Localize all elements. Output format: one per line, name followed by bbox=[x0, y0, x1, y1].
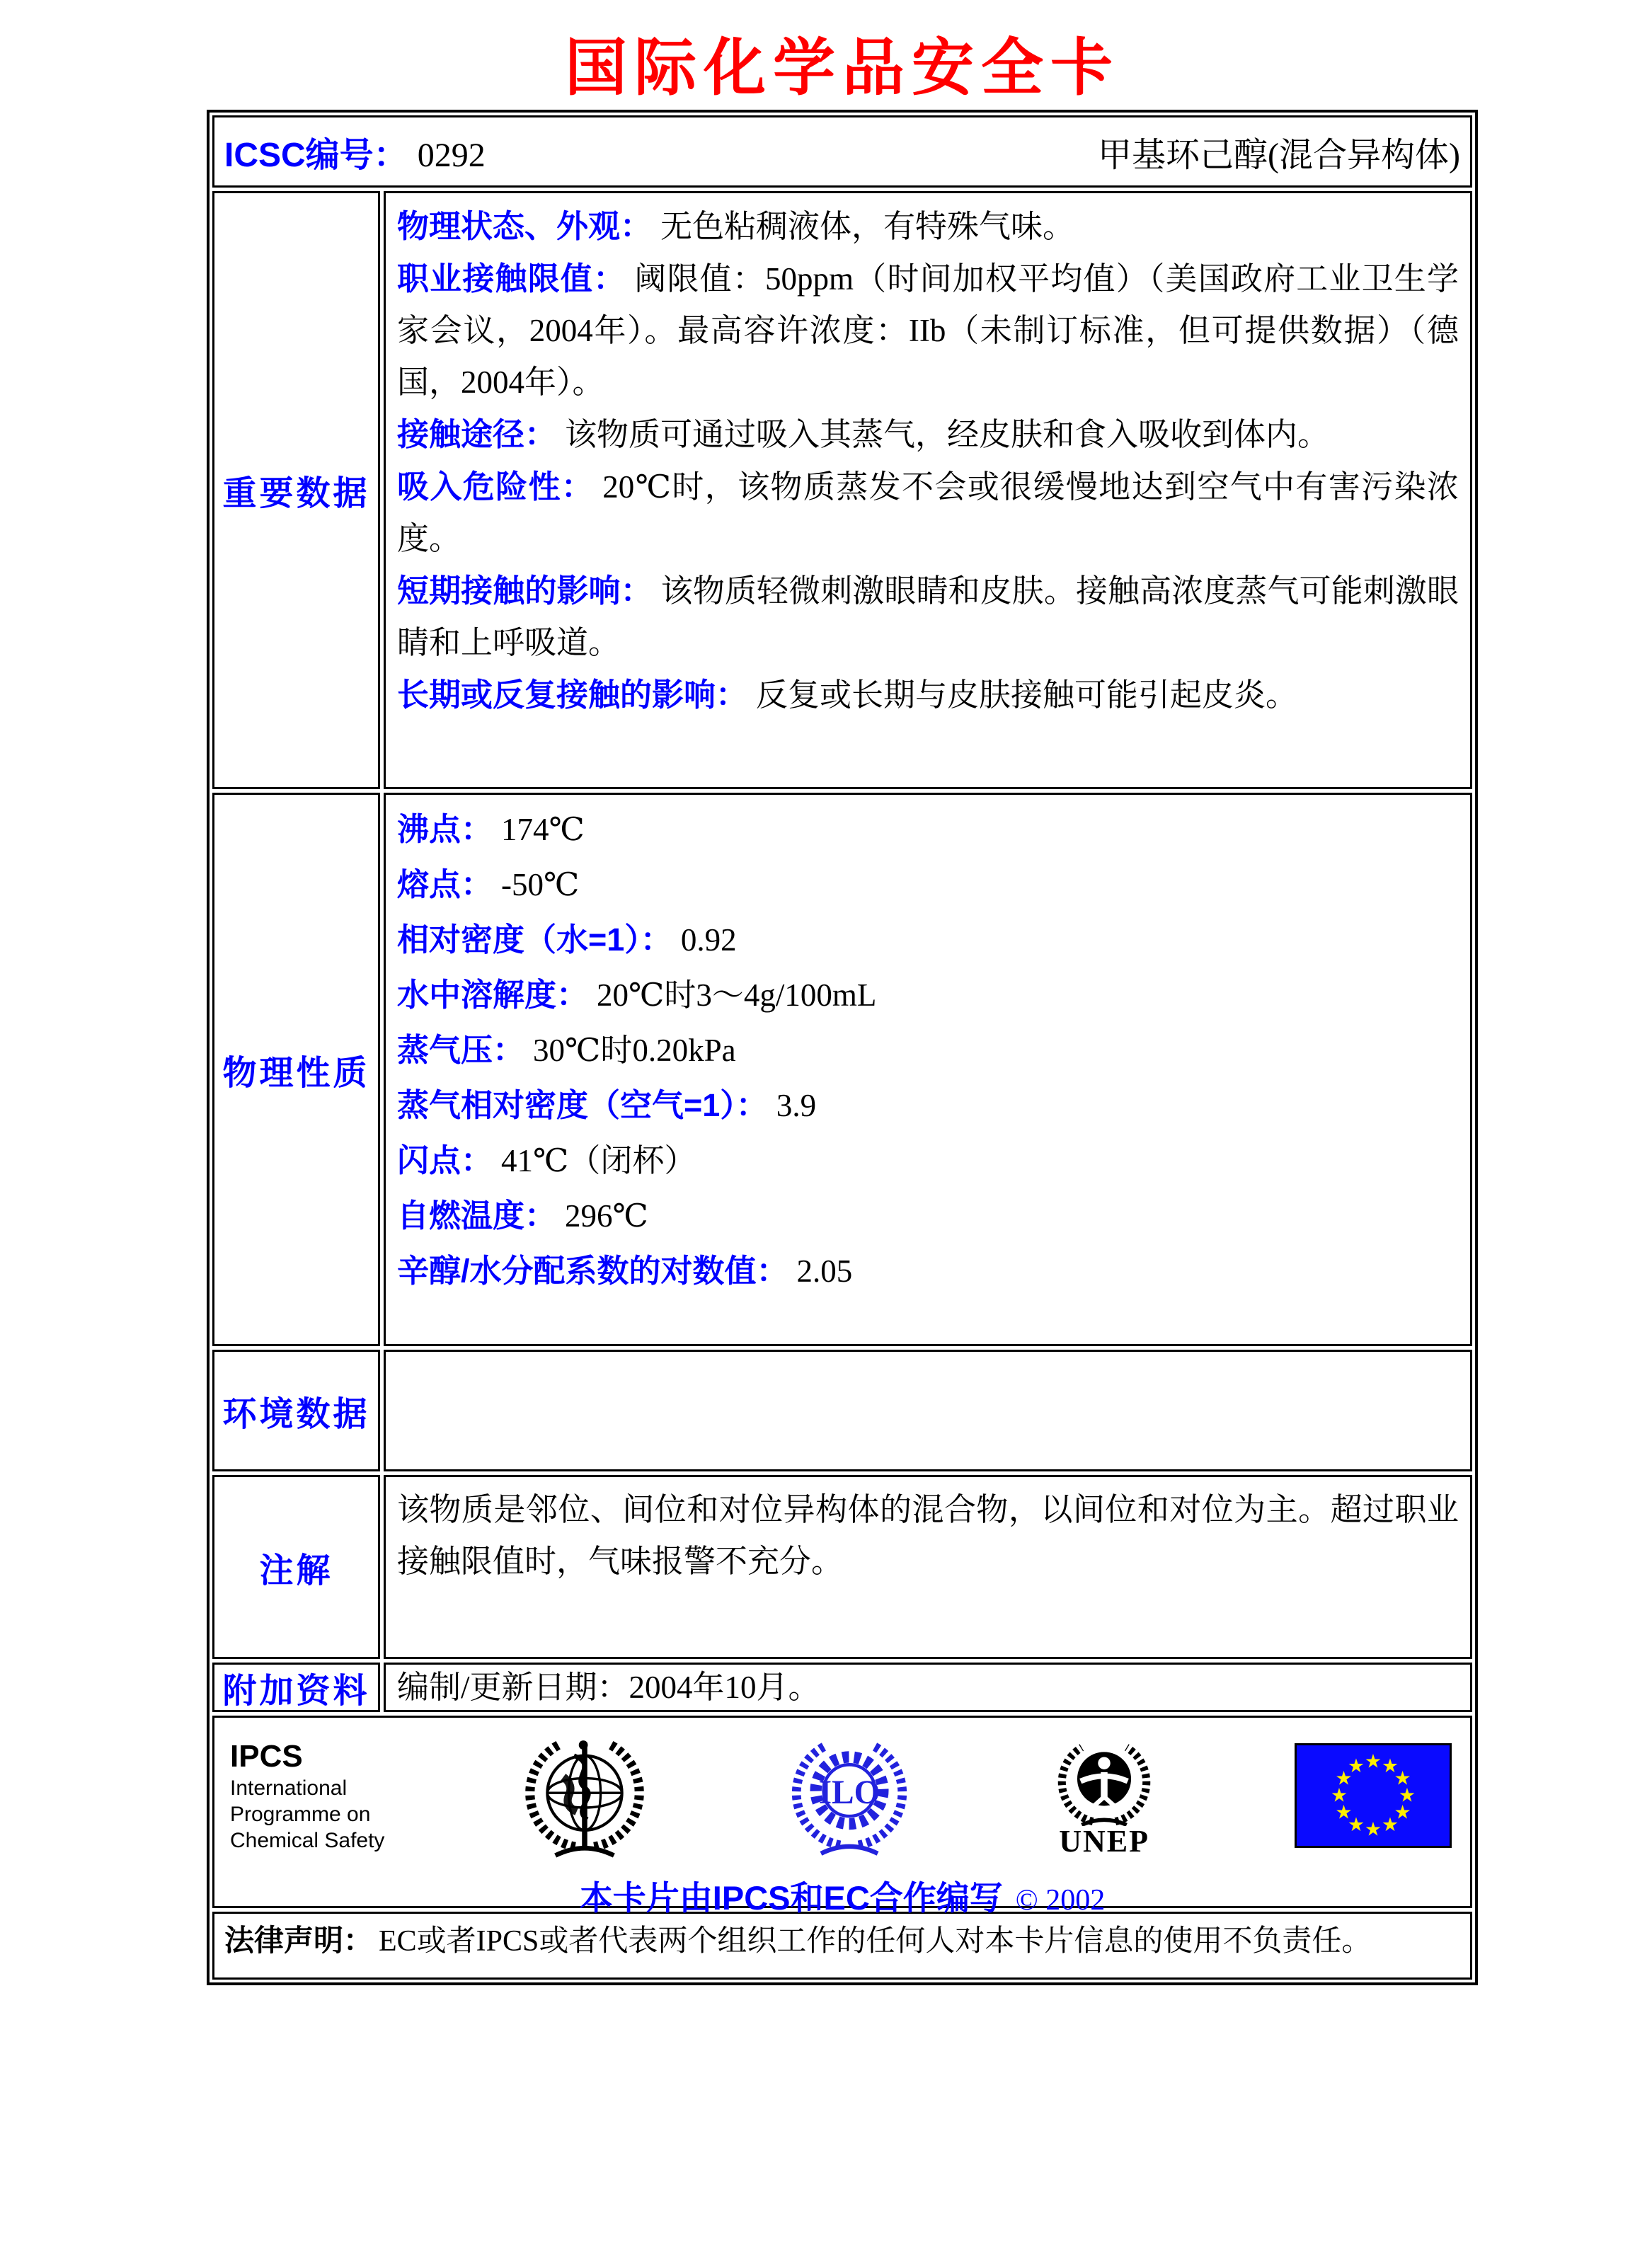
logos-strip bbox=[214, 1718, 1470, 1865]
icsc-card bbox=[207, 110, 1478, 1985]
notes-row-label: 注解 bbox=[212, 1475, 380, 1659]
physical-properties-content bbox=[384, 793, 1472, 1346]
eu-star-icon: ★ bbox=[1381, 1814, 1399, 1836]
eu-star-icon: ★ bbox=[1347, 1814, 1365, 1836]
caption-text: 本卡片由IPCS和EC合作编写 bbox=[579, 1879, 1003, 1917]
property-line bbox=[397, 1023, 1459, 1078]
additional-info-content bbox=[384, 1663, 1472, 1712]
field-label: 水中溶解度： bbox=[397, 977, 589, 1013]
field-value: 反复或长期与皮肤接触可能引起皮炎。 bbox=[756, 677, 1298, 713]
property-line bbox=[397, 1078, 1459, 1133]
eu-star-icon: ★ bbox=[1364, 1818, 1382, 1840]
field-value: 30℃时0.20kPa bbox=[533, 1033, 736, 1068]
field-label: 短期接触的影响： bbox=[397, 573, 653, 609]
eu-star-icon: ★ bbox=[1330, 1784, 1348, 1806]
important-item bbox=[397, 253, 1459, 408]
unep-label: UNEP bbox=[1059, 1824, 1149, 1859]
property-line bbox=[397, 802, 1459, 857]
svg-text:ILO: ILO bbox=[818, 1774, 881, 1811]
copyright-text: © 2002 bbox=[1015, 1884, 1106, 1917]
chemical-name: 甲基环己醇(混合异构体) bbox=[1098, 136, 1460, 174]
ilo-logo-icon bbox=[785, 1731, 914, 1860]
field-label: 接触途径： bbox=[397, 416, 557, 452]
field-value: 0.92 bbox=[680, 922, 737, 958]
field-label: 自燃温度： bbox=[397, 1198, 557, 1234]
property-line bbox=[397, 968, 1459, 1023]
eu-star-icon: ★ bbox=[1347, 1755, 1365, 1776]
legal-cell bbox=[212, 1912, 1472, 1980]
field-label: 吸入危险性： bbox=[397, 469, 595, 505]
field-label: 辛醇/水分配系数的对数值： bbox=[397, 1253, 788, 1289]
field-value: 174℃ bbox=[501, 812, 585, 847]
physical-properties-row bbox=[212, 793, 1472, 1346]
property-line bbox=[397, 1244, 1459, 1299]
additional-info-row bbox=[212, 1663, 1472, 1712]
eu-star-icon: ★ bbox=[1364, 1750, 1382, 1772]
field-label: 长期或反复接触的影响： bbox=[397, 677, 748, 713]
logos-cell bbox=[212, 1716, 1472, 1917]
eu-star-icon: ★ bbox=[1394, 1801, 1411, 1823]
unep-logo-icon bbox=[1048, 1734, 1161, 1826]
field-value: 该物质可通过吸入其蒸气，经皮肤和食入吸收到体内。 bbox=[565, 417, 1330, 452]
who-logo-icon bbox=[518, 1729, 651, 1862]
field-value: 41℃（闭杯） bbox=[501, 1143, 696, 1178]
page-title: 国际化学品安全卡 bbox=[564, 35, 1120, 103]
eu-star-icon: ★ bbox=[1398, 1784, 1416, 1806]
icsc-number-label: ICSC编号： bbox=[224, 136, 408, 174]
header-row bbox=[212, 115, 1472, 188]
icsc-number-group bbox=[224, 127, 486, 176]
field-label: 蒸气相对密度（空气=1）： bbox=[397, 1087, 768, 1123]
field-label: 蒸气压： bbox=[397, 1032, 525, 1068]
eu-star-icon: ★ bbox=[1394, 1767, 1411, 1789]
important-item bbox=[397, 565, 1459, 669]
eu-flag-icon bbox=[1295, 1743, 1452, 1848]
field-value: 3.9 bbox=[776, 1088, 817, 1123]
field-value: 296℃ bbox=[565, 1198, 648, 1234]
physical-properties-row-label: 物理性质 bbox=[212, 793, 380, 1346]
field-label: 沸点： bbox=[397, 811, 493, 847]
property-line bbox=[397, 857, 1459, 912]
notes-row bbox=[212, 1475, 1472, 1659]
field-value: -50℃ bbox=[501, 867, 580, 902]
environment-data-row bbox=[212, 1350, 1472, 1471]
field-label: 职业接触限值： bbox=[397, 260, 626, 297]
eu-star-icon: ★ bbox=[1335, 1801, 1353, 1823]
field-label: 闪点： bbox=[397, 1142, 493, 1178]
important-data-row-label: 重要数据 bbox=[212, 191, 380, 789]
ipcs-line: Chemical Safety bbox=[230, 1828, 385, 1852]
field-label: 熔点： bbox=[397, 866, 493, 902]
field-label: 物理状态、外观： bbox=[397, 208, 653, 244]
important-data-content bbox=[384, 191, 1472, 789]
property-line bbox=[397, 1188, 1459, 1244]
eu-star-icon: ★ bbox=[1381, 1755, 1399, 1776]
additional-info-text: 编制/更新日期：2004年10月。 bbox=[397, 1669, 820, 1705]
footer-caption bbox=[214, 1872, 1470, 1919]
field-value: 阈限值：50ppm（时间加权平均值）（美国政府工业卫生学家会议，2004年）。最高容许浓度：IIb（未制订标准，但可提供数据）（德国，2004年）。 bbox=[397, 261, 1459, 400]
field-value: 20℃时3～4g/100mL bbox=[597, 977, 877, 1013]
property-line bbox=[397, 1133, 1459, 1188]
legal-text: EC或者IPCS或者代表两个组织工作的任何人对本卡片信息的使用不负责任。 bbox=[379, 1925, 1372, 1958]
environment-data-row-label: 环境数据 bbox=[212, 1350, 380, 1471]
important-item bbox=[397, 408, 1459, 461]
important-item bbox=[397, 669, 1459, 721]
header-cell bbox=[212, 115, 1472, 188]
notes-content bbox=[384, 1475, 1472, 1659]
ipcs-line: International bbox=[230, 1776, 348, 1800]
notes-text: 该物质是邻位、间位和对位异构体的混合物，以间位和对位为主。超过职业接触限值时，气味报警不充分。 bbox=[397, 1492, 1459, 1579]
important-data-row bbox=[212, 191, 1472, 789]
field-value: 无色粘稠液体，有特殊气味。 bbox=[660, 209, 1075, 244]
icsc-number-value: 0292 bbox=[417, 136, 486, 174]
field-value: 2.05 bbox=[796, 1253, 853, 1289]
logos-row bbox=[212, 1716, 1472, 1917]
eu-star-icon: ★ bbox=[1335, 1767, 1353, 1789]
environment-data-content bbox=[384, 1350, 1472, 1471]
ipcs-line: Programme on bbox=[230, 1802, 371, 1826]
ipcs-text-block bbox=[230, 1738, 384, 1854]
ipcs-acronym: IPCS bbox=[230, 1738, 303, 1774]
additional-info-row-label: 附加资料 bbox=[212, 1663, 380, 1712]
field-label: 相对密度（水=1）： bbox=[397, 922, 672, 958]
important-item bbox=[397, 461, 1459, 565]
legal-label: 法律声明： bbox=[224, 1924, 374, 1957]
field-value: 20℃时，该物质蒸发不会或很缓慢地达到空气中有害污染浓度。 bbox=[397, 469, 1459, 556]
property-line bbox=[397, 912, 1459, 968]
legal-row bbox=[212, 1912, 1472, 1980]
important-item bbox=[397, 200, 1459, 253]
unep-logo-block bbox=[1048, 1734, 1161, 1857]
field-value: 该物质轻微刺激眼睛和皮肤。接触高浓度蒸气可能刺激眼睛和上呼吸道。 bbox=[397, 573, 1459, 660]
